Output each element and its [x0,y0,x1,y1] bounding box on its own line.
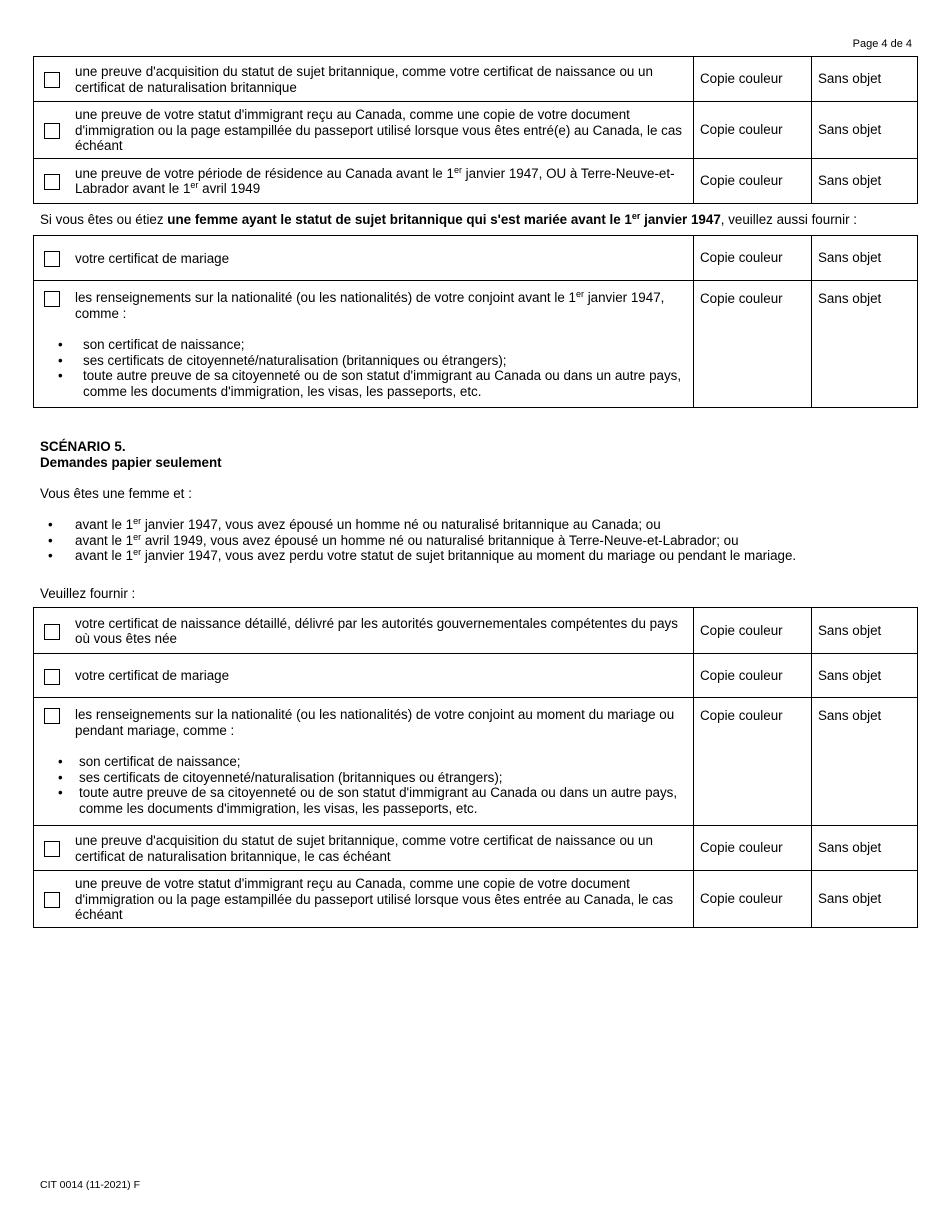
table-row [34,608,918,654]
list-item: • toute autre preuve de sa citoyenneté ou de son statut d'immigrant au Canada ou dans un autre pays, comme les documents d'immigration, les visas, les passeports, etc. [48,368,687,399]
list-item: • avant le 1er janvier 1947, vous avez perdu votre statut de sujet britannique au moment du mariage ou pendant le mariage. [40,548,920,564]
copy-type: Copie couleur [694,826,812,871]
row-text: votre certificat de mariage [75,668,230,684]
list-item: • son certificat de naissance; [48,754,687,770]
list-item: • avant le 1er avril 1949, vous avez épousé un homme né ou naturalisé britannique à Terre-Neuve-et-Labrador; ou [40,533,920,549]
copy-type: Copie couleur [694,158,812,203]
scenario-title: SCÉNARIO 5. [40,439,126,454]
copy-type: Copie couleur [694,871,812,928]
list-item: • son certificat de naissance; [48,337,687,353]
table-row [34,158,918,203]
scenario-subtitle: Demandes papier seulement [40,455,222,470]
documents-table-3 [33,607,918,928]
row-text: votre certificat de mariage [75,250,230,266]
copy-type: Copie couleur [694,281,812,408]
row-text: votre certificat de naissance détaillé, délivré par les autorités gouvernementales compétentes du pays où vous êtes née [75,615,678,646]
copy-type: Copie couleur [694,654,812,698]
table-row [34,654,918,698]
table-row [34,57,918,102]
row-text: une preuve d'acquisition du statut de sujet britannique, comme votre certificat de naissance ou un certificat de naturalisation britannique [75,64,653,95]
table-row [34,281,918,408]
not-applicable: Sans objet [812,236,918,281]
list-item: • ses certificats de citoyenneté/naturalisation (britanniques ou étrangers); [48,353,687,369]
form-code: CIT 0014 (11-2021) F [40,1179,140,1191]
row-text: les renseignements sur la nationalité (ou les nationalités) de votre conjoint avant le 1er janvier 1947, comme : • son certificat de naissance; • ses certificats de citoyenneté/naturalisation (britanniques ou étrangers); • toute autre preuve de sa citoyenneté ou de son statut d'immigrant au Canada ou dans un autre pays, comme les documents d'immigration, les visas, les passeports, etc. [75,290,687,401]
checkbox[interactable] [44,123,60,139]
row-text: une preuve de votre période de résidence au Canada avant le 1er janvier 1947, OU à Terre-Neuve-et-Labrador avant le 1er avril 1949 [75,164,675,196]
not-applicable: Sans objet [812,57,918,102]
table-row [34,236,918,281]
copy-type: Copie couleur [694,236,812,281]
copy-type: Copie couleur [694,608,812,654]
row-text: une preuve de votre statut d'immigrant reçu au Canada, comme une copie de votre document d'immigration ou la page estampillée du passeport utilisé lorsque vous êtes entrée au Canada, le cas échéant [75,876,674,922]
not-applicable: Sans objet [812,654,918,698]
not-applicable: Sans objet [812,826,918,871]
not-applicable: Sans objet [812,158,918,203]
checkbox[interactable] [44,291,60,307]
scenario-intro: Vous êtes une femme et : [40,486,192,501]
table-row [34,698,918,826]
checkbox[interactable] [44,669,60,685]
row-text: les renseignements sur la nationalité (ou les nationalités) de votre conjoint au moment du mariage ou pendant mariage, comme : • son certificat de naissance; • ses certificats de citoyenneté/naturalisation (britanniques ou étrangers); • toute autre preuve de sa citoyenneté ou de son statut d'immigrant au Canada ou dans un autre pays, comme les documents d'immigration, les visas, les passeports, etc. [75,707,687,818]
copy-type: Copie couleur [694,102,812,159]
not-applicable: Sans objet [812,281,918,408]
copy-type: Copie couleur [694,698,812,826]
checkbox[interactable] [44,174,60,190]
not-applicable: Sans objet [812,608,918,654]
bullet-list [48,337,687,399]
provide-label: Veuillez fournir : [40,586,136,601]
bullet-list [48,754,687,816]
table-row [34,871,918,928]
list-item: • avant le 1er janvier 1947, vous avez épousé un homme né ou naturalisé britannique au Canada; ou [40,517,920,533]
page-number: Page 4 de 4 [852,38,912,50]
row-text: une preuve de votre statut d'immigrant reçu au Canada, comme une copie de votre document d'immigration ou la page estampillée du passeport utilisé lorsque vous êtes entré(e) au Canada, le cas échéant [75,107,682,153]
copy-type: Copie couleur [694,57,812,102]
checkbox[interactable] [44,892,60,908]
table-row [34,826,918,871]
not-applicable: Sans objet [812,871,918,928]
checkbox[interactable] [44,624,60,640]
list-item: • ses certificats de citoyenneté/naturalisation (britanniques ou étrangers); [48,770,687,786]
list-item: • toute autre preuve de sa citoyenneté ou de son statut d'immigrant au Canada ou dans un autre pays, comme les documents d'immigration, les visas, les passeports, etc. [48,785,687,816]
women-note: Si vous êtes ou étiez une femme ayant le statut de sujet britannique qui s'est mariée avant le 1er janvier 1947, veuillez aussi fournir : [40,211,857,227]
table-row [34,102,918,159]
not-applicable: Sans objet [812,698,918,826]
checkbox[interactable] [44,841,60,857]
conditions-list [40,517,920,564]
not-applicable: Sans objet [812,102,918,159]
row-text: une preuve d'acquisition du statut de sujet britannique, comme votre certificat de naissance ou un certificat de naturalisation britannique, le cas échéant [75,833,653,864]
checkbox[interactable] [44,251,60,267]
documents-table-2 [33,235,918,408]
checkbox[interactable] [44,708,60,724]
documents-table-1 [33,56,918,204]
checkbox[interactable] [44,72,60,88]
